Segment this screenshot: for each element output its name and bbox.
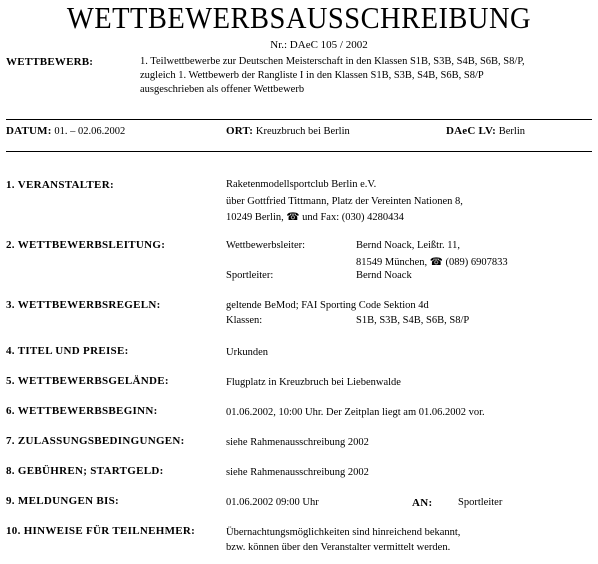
datum-label: DATUM: [6, 125, 52, 137]
lv-field [446, 125, 525, 137]
datum-value: 01. – 02.06.2002 [54, 126, 126, 137]
veranstalter-line-2: über Gottfried Tittmann, Platz der Vereinten Nationen 8, [226, 196, 463, 207]
ort-label: ORT: [226, 125, 254, 137]
veranstalter-line-3: 10249 Berlin, ☎ und Fax: (030) 4280434 [226, 212, 404, 223]
beginn-value: 01.06.2002, 10:00 Uhr. Der Zeitplan liegt am 01.06.2002 vor. [226, 407, 485, 418]
veranstalter-line-1: Raketenmodellsportclub Berlin e.V. [226, 179, 377, 190]
wettbewerb-line-1: 1. Teilwettbewerbe zur Deutschen Meisterschaft in den Klassen S1B, S3B, S4B, S6B, S8/P, [140, 56, 525, 67]
document-title: WETTBEWERBSAUSSCHREIBUNG [66, 0, 532, 35]
section-wettbewerbsregeln-title: 3. WETTBEWERBSREGELN: [6, 299, 161, 311]
hinweise-line-1: Übernachtungsmöglichkeiten sind hinreichend bekannt, [226, 527, 461, 538]
meldungen-an-label: AN: [412, 497, 433, 509]
divider-top [6, 119, 592, 120]
lv-value: Berlin [498, 126, 525, 137]
wettbewerb-line-3: ausgeschrieben als offener Wettbewerb [140, 84, 305, 95]
gebuehren-value: siehe Rahmenausschreibung 2002 [226, 467, 369, 478]
ort-value: Kreuzbruch bei Berlin [255, 126, 350, 137]
section-hinweise-title: 10. HINWEISE FÜR TEILNEHMER: [6, 525, 196, 537]
zulassung-value: siehe Rahmenausschreibung 2002 [226, 437, 369, 448]
meldungen-value: 01.06.2002 09:00 Uhr [226, 497, 319, 508]
sportleiter-label: Sportleiter: [226, 270, 274, 281]
gelaende-value: Flugplatz in Kreuzbruch bei Liebenwalde [226, 377, 401, 388]
section-zulassung-title: 7. ZULASSUNGSBEDINGUNGEN: [6, 435, 185, 447]
wettbewerbsleiter-line-1: Bernd Noack, Leißtr. 11, [356, 240, 461, 251]
meldungen-an-value: Sportleiter [458, 497, 503, 508]
wettbewerb-line-2: zugleich 1. Wettbewerb der Rangliste I in den Klassen S1B, S3B, S4B, S6B, S8/P [140, 70, 484, 81]
datum-field [6, 125, 125, 137]
wettbewerbsleiter-line-2: 81549 München, ☎ (089) 6907833 [356, 257, 508, 268]
section-veranstalter-title: 1. VERANSTALTER: [6, 179, 114, 191]
section-meldungen-title: 9. MELDUNGEN BIS: [6, 495, 119, 507]
wettbewerbsleiter-label: Wettbewerbsleiter: [226, 240, 306, 251]
section-gebuehren-title: 8. GEBÜHREN; STARTGELD: [6, 465, 164, 477]
lv-label: DAeC LV: [446, 125, 496, 137]
section-gelaende-title: 5. WETTBEWERBSGELÄNDE: [6, 375, 169, 387]
section-wettbewerbsleitung-title: 2. WETTBEWERBSLEITUNG: [6, 239, 166, 251]
titel-preise-value: Urkunden [226, 347, 268, 358]
ort-field [226, 125, 350, 137]
divider-bottom [6, 151, 592, 152]
klassen-label: Klassen: [226, 315, 263, 326]
document-number: Nr.: DAeC 105 / 2002 [270, 39, 368, 51]
hinweise-line-2: bzw. können über den Veranstalter vermittelt werden. [226, 542, 451, 553]
wettbewerb-label: WETTBEWERB: [6, 56, 94, 68]
sportleiter-value: Bernd Noack [356, 270, 412, 281]
section-titel-preise-title: 4. TITEL UND PREISE: [6, 345, 129, 357]
klassen-value: S1B, S3B, S4B, S6B, S8/P [356, 315, 470, 326]
regeln-line-1: geltende BeMod; FAI Sporting Code Sektion 4d [226, 300, 429, 311]
section-beginn-title: 6. WETTBEWERBSBEGINN: [6, 405, 158, 417]
